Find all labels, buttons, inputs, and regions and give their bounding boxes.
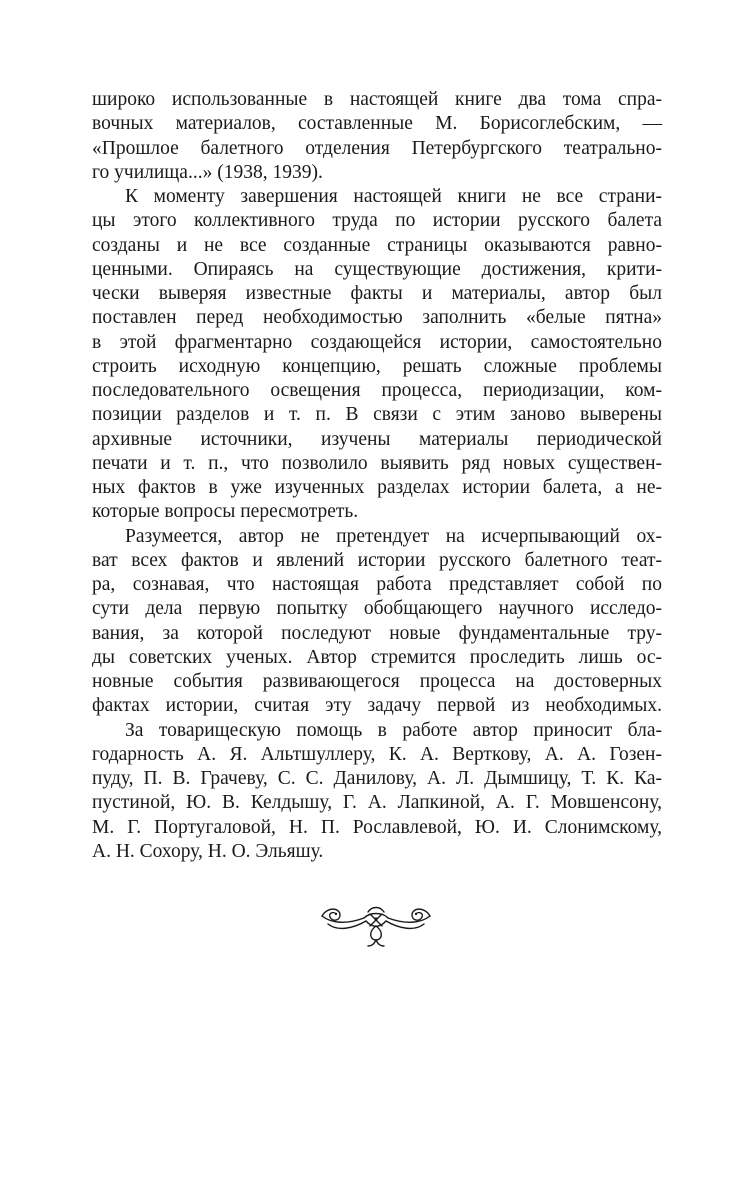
body-text [92,88,662,864]
text-line: последовательного освещения процесса, периодизации, ком- [92,380,662,401]
text-line: пуду, П. В. Грачеву, С. С. Данилову, А. Л. Дымшицу, Т. К. Ка- [92,768,662,789]
text-line: ды советских ученых. Автор стремится проследить лишь ос- [92,646,662,668]
text-line: ценными. Опираясь на существующие достижения, крити- [92,258,662,280]
text-line: За товарищескую помощь в работе автор приносит бла- [125,719,662,741]
text-line: печати и т. п., что позволило выявить ряд новых существен- [92,452,662,474]
paragraph [92,185,662,525]
text-line: новные события развивающегося процесса на достоверных [92,671,662,692]
text-line: в этой фрагментарно создающейся истории, самостоятельно [92,331,662,353]
text-line: поставлен перед необходимостью заполнить «белые пятна» [92,307,662,329]
text-line: Разумеется, автор не претендует на исчерпывающий ох- [125,525,662,547]
text-line: широко использованные в настоящей книге два тома спра- [92,89,662,110]
text-line: К моменту завершения настоящей книги не все страни- [125,186,662,207]
text-line: сути дела первую попытку обобщающего научного исследо- [92,598,662,620]
text-line: ных фактов в уже изученных разделах истории балета, а не- [92,477,662,498]
text-line: вания, за которой последуют новые фундаментальные тру- [92,622,662,644]
text-line: вочных материалов, составленные М. Борисоглебским, — [92,113,662,135]
decorative-flourish-icon [318,902,434,948]
text-line: А. Н. Сохору, Н. О. Эльяшу. [92,840,324,862]
text-line: ват всех фактов и явлений истории русского балетного теат- [92,549,662,571]
paragraph [92,525,662,719]
text-line: годарность А. Я. Альтшуллеру, К. А. Верткову, А. А. Гозен- [92,743,662,765]
paragraph [92,88,662,185]
text-line: которые вопросы пересмотреть. [92,501,359,523]
text-line: архивные источники, изучены материалы периодической [92,428,662,450]
text-line: «Прошлое балетного отделения Петербургского театрально- [92,137,662,159]
text-line: фактах истории, считая эту задачу первой из необходимых. [92,695,662,717]
text-line: позиции разделов и т. п. В связи с этим заново выверены [92,404,662,426]
text-line: чески выверяя известные факты и материалы, автор был [92,283,662,304]
text-line: строить исходную концепцию, решать сложные проблемы [92,355,662,377]
paragraph [92,719,662,865]
text-line: М. Г. Португаловой, Н. П. Рославлевой, Ю. И. Слонимскому, [92,816,662,838]
text-line: цы этого коллективного труда по истории русского балета [92,210,662,232]
text-line: пустиной, Ю. В. Келдышу, Г. А. Лапкиной, А. Г. Мовшенсону, [92,792,662,814]
text-line: го училища...» (1938, 1939). [92,161,323,183]
text-line: созданы и не все созданные страницы оказываются равно- [92,234,662,256]
text-line: ра, сознавая, что настоящая работа представляет собой по [92,574,662,595]
